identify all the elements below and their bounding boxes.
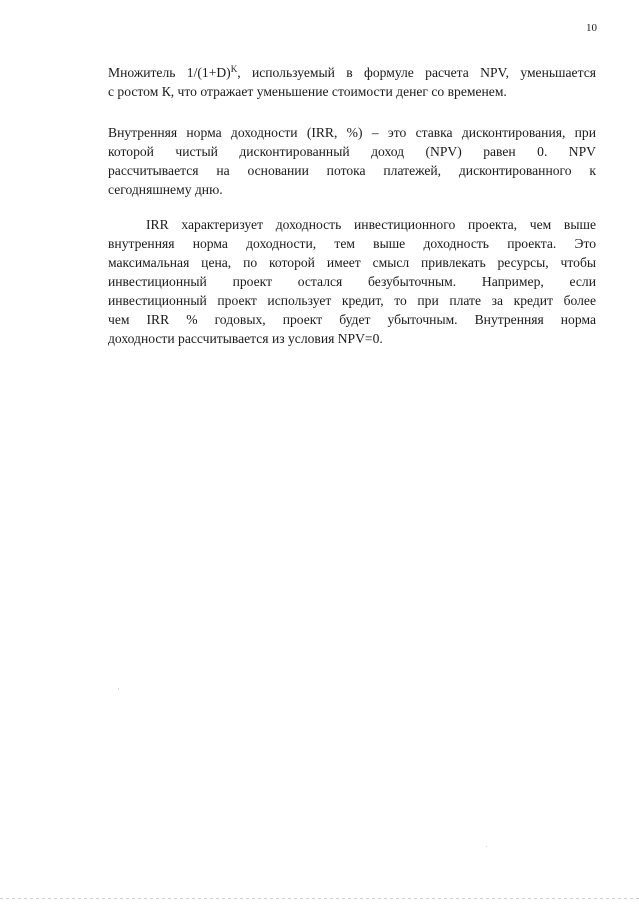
paragraph-line: максимальная цена, по которой имеет смысл привлекать ресурсы, чтобы	[108, 255, 596, 270]
paragraph-line: внутренняя норма доходности, тем выше доходность проекта. Это	[108, 236, 596, 251]
paragraph-discount-multiplier	[108, 63, 596, 101]
paragraph-line	[108, 63, 596, 82]
paragraph-line: инвестиционный проект использует кредит, то при плате за кредит более	[108, 293, 596, 308]
paragraph-line: IRR характеризует доходность инвестиционного проекта, чем выше	[146, 217, 596, 232]
paragraph-line: Внутренняя норма доходности (IRR, %) – это ставка дисконтирования, при	[108, 125, 596, 140]
paragraph-line: чем IRR % годовых, проект будет убыточным. Внутренняя норма	[108, 312, 596, 327]
paragraph-line: рассчитывается на основании потока платежей, дисконтированного к	[108, 163, 596, 178]
multiplier-text-suffix: , используемый в формуле расчета NPV, уменьшается	[237, 65, 596, 80]
paragraph-irr-definition	[108, 123, 596, 199]
scan-bottom-edge	[0, 898, 639, 899]
paragraph-line: сегодняшнему дню.	[108, 182, 223, 197]
multiplier-text: Множитель 1/(1+D)	[108, 65, 231, 80]
paragraph-irr-characteristics	[108, 215, 596, 348]
paragraph-line: инвестиционный проект остался безубыточным. Например, если	[108, 274, 596, 289]
paragraph-line: доходности рассчитывается из условия NPV=0.	[108, 331, 383, 346]
exponent-k: K	[230, 64, 238, 74]
page-number: 10	[586, 22, 597, 34]
scan-speck	[486, 846, 487, 847]
scan-speck	[118, 688, 119, 690]
paragraph-line: которой чистый дисконтированный доход (NPV) равен 0. NPV	[108, 144, 596, 159]
paragraph-line: с ростом К, что отражает уменьшение стоимости денег со временем.	[108, 84, 507, 99]
